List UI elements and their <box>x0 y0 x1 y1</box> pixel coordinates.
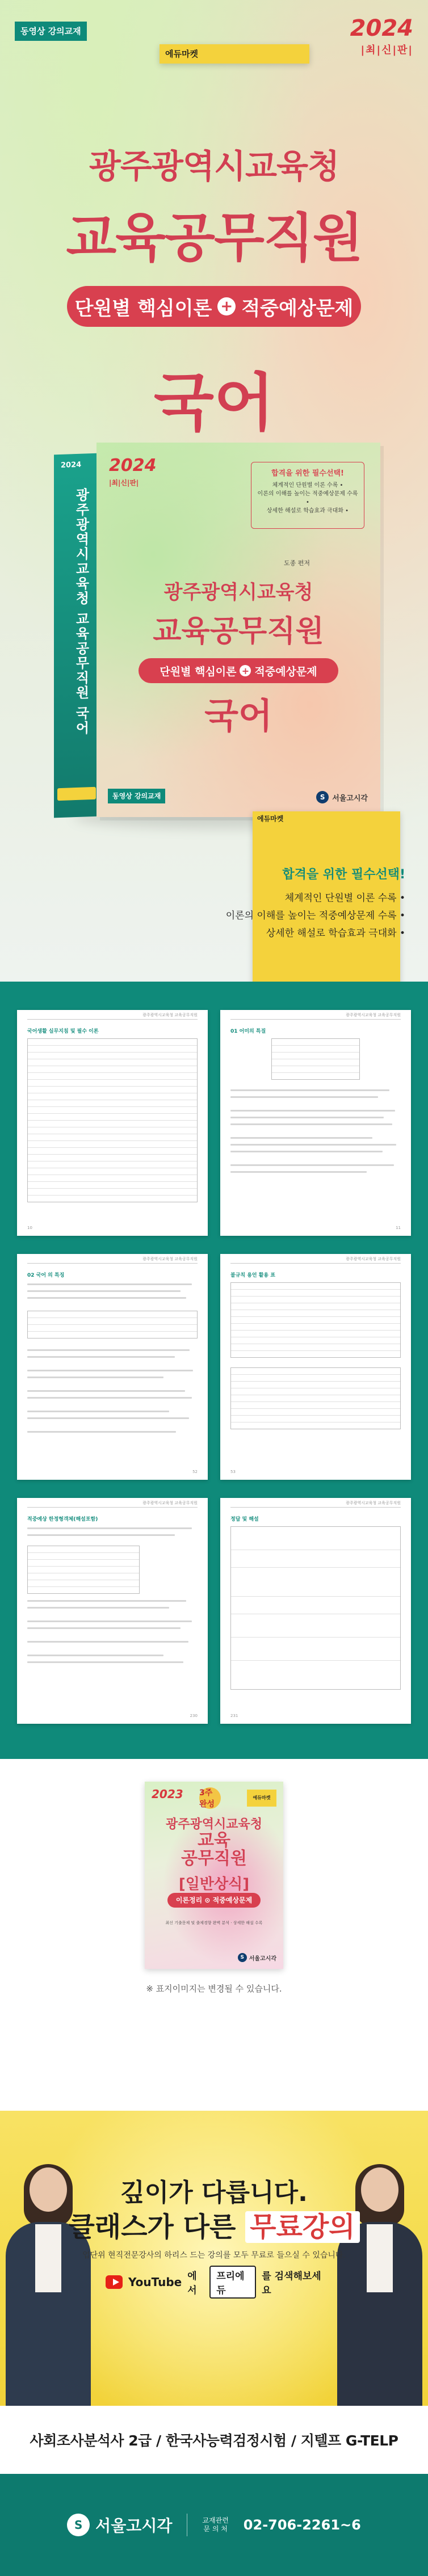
youtube-suffix: 를 검색해보세요 <box>262 2271 321 2296</box>
preview-header: 광주광역시교육청 교육공무직원 <box>346 1013 401 1017</box>
cover-brand-accent: 에듀마켓 <box>253 811 400 999</box>
preview-table <box>27 1038 198 1202</box>
subtitle-left: 단원별 핵심이론 <box>74 297 212 320</box>
preview-divider <box>27 1019 198 1020</box>
preview-text-line <box>27 1290 181 1292</box>
subtitle-right: 적중예상문제 <box>241 297 354 320</box>
banner-highlight: 무료강의 <box>245 2211 359 2243</box>
preview-text-line <box>27 1627 181 1629</box>
cover-region: 광주광역시교육청 <box>163 581 313 604</box>
banner-description: 업단위 현직전문강사의 하리스 드는 강의를 모두 무료로 들으실 수 있습니다. <box>82 2251 346 2260</box>
preview-table <box>230 1526 401 1690</box>
youtube-search-keyword: 프리에듀 <box>209 2266 256 2299</box>
edition-badge <box>350 17 413 57</box>
cover-feature-line: 체계적인 단원별 이론 수록 • <box>272 482 343 489</box>
preview-page-number: 52 <box>192 1470 198 1474</box>
preview-section-title: 불규칙 용언 활용 표 <box>230 1273 275 1278</box>
preview-page <box>220 1498 411 1724</box>
preview-divider <box>230 1263 401 1264</box>
preview-header: 광주광역시교육청 교육공무직원 <box>142 1013 198 1017</box>
preview-text-line <box>27 1655 163 1656</box>
related-book-cover[interactable] <box>145 1782 283 1969</box>
brand-badge <box>15 22 198 59</box>
cover-title: 교육공무직원 <box>153 614 324 649</box>
related-book-tagline: 최신 기출문제 및 출제경향 완벽 분석 · 상세한 해설 수록 <box>165 1921 263 1925</box>
preview-text-line <box>27 1370 193 1371</box>
preview-divider <box>27 1263 198 1264</box>
related-book-brand: 에듀마켓 <box>247 1790 276 1807</box>
subtitle-banner <box>67 286 361 327</box>
cover-edition: |최|신|판| <box>109 479 139 487</box>
related-book-title-line: 공무직원 <box>181 1849 247 1868</box>
related-book-title-line: 교육 <box>198 1830 230 1850</box>
preview-page-number: 231 <box>230 1714 238 1718</box>
preview-text-line <box>230 1171 367 1173</box>
cover-feature-line: 이론의 이해를 높이는 적중예상문제 수록 • <box>257 491 358 506</box>
preview-text-line <box>230 1137 372 1139</box>
preview-text-line <box>230 1164 394 1166</box>
hero-section <box>0 0 428 982</box>
preview-page-number: 11 <box>396 1226 401 1230</box>
publisher-logo-icon: S <box>67 2514 90 2536</box>
cover-brand-main: 동영상 강의교재 <box>108 789 165 803</box>
cover-change-note: ※ 표지이미지는 변경될 수 있습니다. <box>146 1984 282 1994</box>
preview-page-number: 53 <box>230 1470 236 1474</box>
preview-text-line <box>27 1390 185 1392</box>
plus-icon: + <box>240 665 251 676</box>
related-book-badge: 3주 완성 <box>199 1787 221 1809</box>
brand-badge-main: 동영상 강의교재 <box>15 22 87 41</box>
preview-divider <box>230 1019 401 1020</box>
preview-text-line <box>27 1283 192 1285</box>
youtube-wordmark: YouTube <box>128 2275 182 2289</box>
related-book-section <box>0 1759 428 2111</box>
banner-subheadline <box>0 2205 428 2244</box>
preview-text-line <box>27 1356 175 1358</box>
preview-table <box>27 1546 140 1594</box>
cover-feature-title: 합격을 위한 필수선택! <box>271 469 344 478</box>
preview-text-line <box>27 1620 192 1622</box>
feature-item: 체계적인 단원별 이론 수록 • <box>284 893 405 904</box>
cover-feature-box <box>251 462 364 529</box>
preview-section <box>0 982 428 1759</box>
cover-subtitle-left: 단원별 핵심이론 <box>160 665 237 678</box>
youtube-search-cta[interactable] <box>106 2270 322 2295</box>
related-book-region: 광주광역시교육청 <box>165 1817 263 1832</box>
spine-title: 광주광역시교육청 교육공무직원 국어 <box>73 487 89 736</box>
related-book-subtitle: 이론정리 ⊙ 적중예상문제 <box>167 1893 261 1908</box>
youtube-in: 에서 <box>187 2271 197 2296</box>
book-spine <box>54 453 99 818</box>
preview-page <box>17 1498 208 1724</box>
related-book-title <box>145 1832 283 1868</box>
publisher-logo-icon: S <box>316 791 329 803</box>
preview-text-line <box>230 1089 389 1091</box>
preview-text-line <box>230 1151 383 1152</box>
preview-text-line <box>27 1411 169 1412</box>
preview-text-line <box>27 1527 192 1529</box>
preview-divider <box>230 1507 401 1508</box>
preview-text-line <box>27 1397 192 1399</box>
preview-text-line <box>27 1417 189 1419</box>
spine-brand-mark <box>57 787 96 801</box>
preview-page-number: 10 <box>27 1226 32 1230</box>
feature-list <box>226 890 405 942</box>
preview-header: 광주광역시교육청 교육공무직원 <box>142 1257 198 1261</box>
subject-title: 국어 <box>153 367 275 439</box>
preview-text-line <box>27 1607 169 1609</box>
preview-text-line <box>27 1297 186 1299</box>
related-book-year: 2023 <box>152 1787 183 1801</box>
cover-subtitle <box>139 658 338 683</box>
related-book-publisher <box>238 1953 276 1962</box>
cover-year: 2024 <box>109 456 157 475</box>
preview-page <box>220 1254 411 1480</box>
preview-text-line <box>230 1096 378 1098</box>
brand-badge-accent: 에듀마켓 <box>160 44 309 64</box>
youtube-icon <box>106 2275 123 2289</box>
feature-item: 이론의 이해를 높이는 적중예상문제 수록 • <box>225 910 405 921</box>
preview-page <box>220 1010 411 1236</box>
edition-year: 2024 <box>350 15 413 41</box>
feature-title: 합격을 위한 필수선택! <box>282 868 405 882</box>
preview-text-line <box>230 1123 392 1125</box>
feature-item: 상세한 해설로 학습효과 극대화 • <box>266 928 405 939</box>
footer-label-top: 교재관련 <box>202 2516 229 2524</box>
preview-page <box>17 1254 208 1480</box>
publisher-logo-icon: S <box>238 1953 247 1962</box>
preview-section-title: 정답 및 해설 <box>230 1517 259 1522</box>
preview-table <box>271 1038 360 1080</box>
cover-publisher-name: 서울고시각 <box>332 794 368 803</box>
preview-section-title: 적중예상 한정형객체(해설포함) <box>27 1517 98 1522</box>
cover-author: 도종 편저 <box>284 559 310 567</box>
preview-text-line <box>27 1534 175 1536</box>
footer <box>0 2474 428 2576</box>
footer-label-bottom: 문 의 처 <box>203 2525 228 2533</box>
preview-table <box>230 1282 401 1358</box>
plus-icon: + <box>217 297 236 315</box>
preview-text-line <box>27 1377 163 1378</box>
preview-text-line <box>230 1117 384 1118</box>
banner-headline: 깊이가 다릅니다. <box>120 2178 308 2207</box>
related-book-subject: [일반상식] <box>178 1876 250 1893</box>
cover-feature-line: 상세한 해설로 학습효과 극대화 • <box>266 508 349 514</box>
banner-subheadline-prefix: 클래스가 다른 <box>68 2211 246 2243</box>
preview-text-line <box>230 1144 396 1146</box>
preview-text-line <box>27 1349 190 1351</box>
cover-publisher <box>316 791 368 803</box>
related-book-publisher-name: 서울고시각 <box>249 1955 276 1962</box>
preview-text-line <box>27 1641 188 1643</box>
main-title: 교육공무직원 <box>66 208 362 268</box>
preview-text-line <box>27 1600 186 1602</box>
cover-subject: 국어 <box>204 695 272 736</box>
footer-publisher-name: 서울고시각 <box>95 2516 173 2535</box>
preview-page-number: 230 <box>190 1714 198 1718</box>
preview-header: 광주광역시교육청 교육공무직원 <box>346 1501 401 1505</box>
footer-contact-label <box>202 2516 228 2533</box>
footer-publisher-logo <box>67 2514 172 2536</box>
footer-phone[interactable]: 02-706-2261~6 <box>243 2517 361 2533</box>
preview-table <box>230 1367 401 1429</box>
cover-subtitle-right: 적중예상문제 <box>254 665 317 678</box>
preview-section-title: 02 국어 의 특징 <box>27 1273 65 1278</box>
preview-page <box>17 1010 208 1236</box>
book-cover <box>96 443 380 823</box>
preview-text-line <box>27 1431 176 1433</box>
preview-divider <box>27 1507 198 1508</box>
preview-section-title: 국어생활 실무지침 및 필수 이론 <box>27 1029 99 1034</box>
preview-header: 광주광역시교육청 교육공무직원 <box>142 1501 198 1505</box>
preview-text-line <box>27 1661 183 1663</box>
region-title: 광주광역시교육청 <box>89 147 339 186</box>
spine-year: 2024 <box>61 460 82 470</box>
preview-header: 광주광역시교육청 교육공무직원 <box>346 1257 401 1261</box>
preview-section-title: 01 어미의 특질 <box>230 1029 266 1034</box>
cover-brand-badge <box>108 789 284 823</box>
preview-table <box>27 1311 198 1338</box>
preview-text-line <box>230 1110 395 1112</box>
free-lecture-banner[interactable] <box>0 2111 428 2474</box>
course-categories: 사회조사분석사 2급 / 한국사능력검정시험 / 지텔프 G-TELP <box>0 2406 428 2474</box>
edition-label: |최|신|판| <box>360 44 413 56</box>
